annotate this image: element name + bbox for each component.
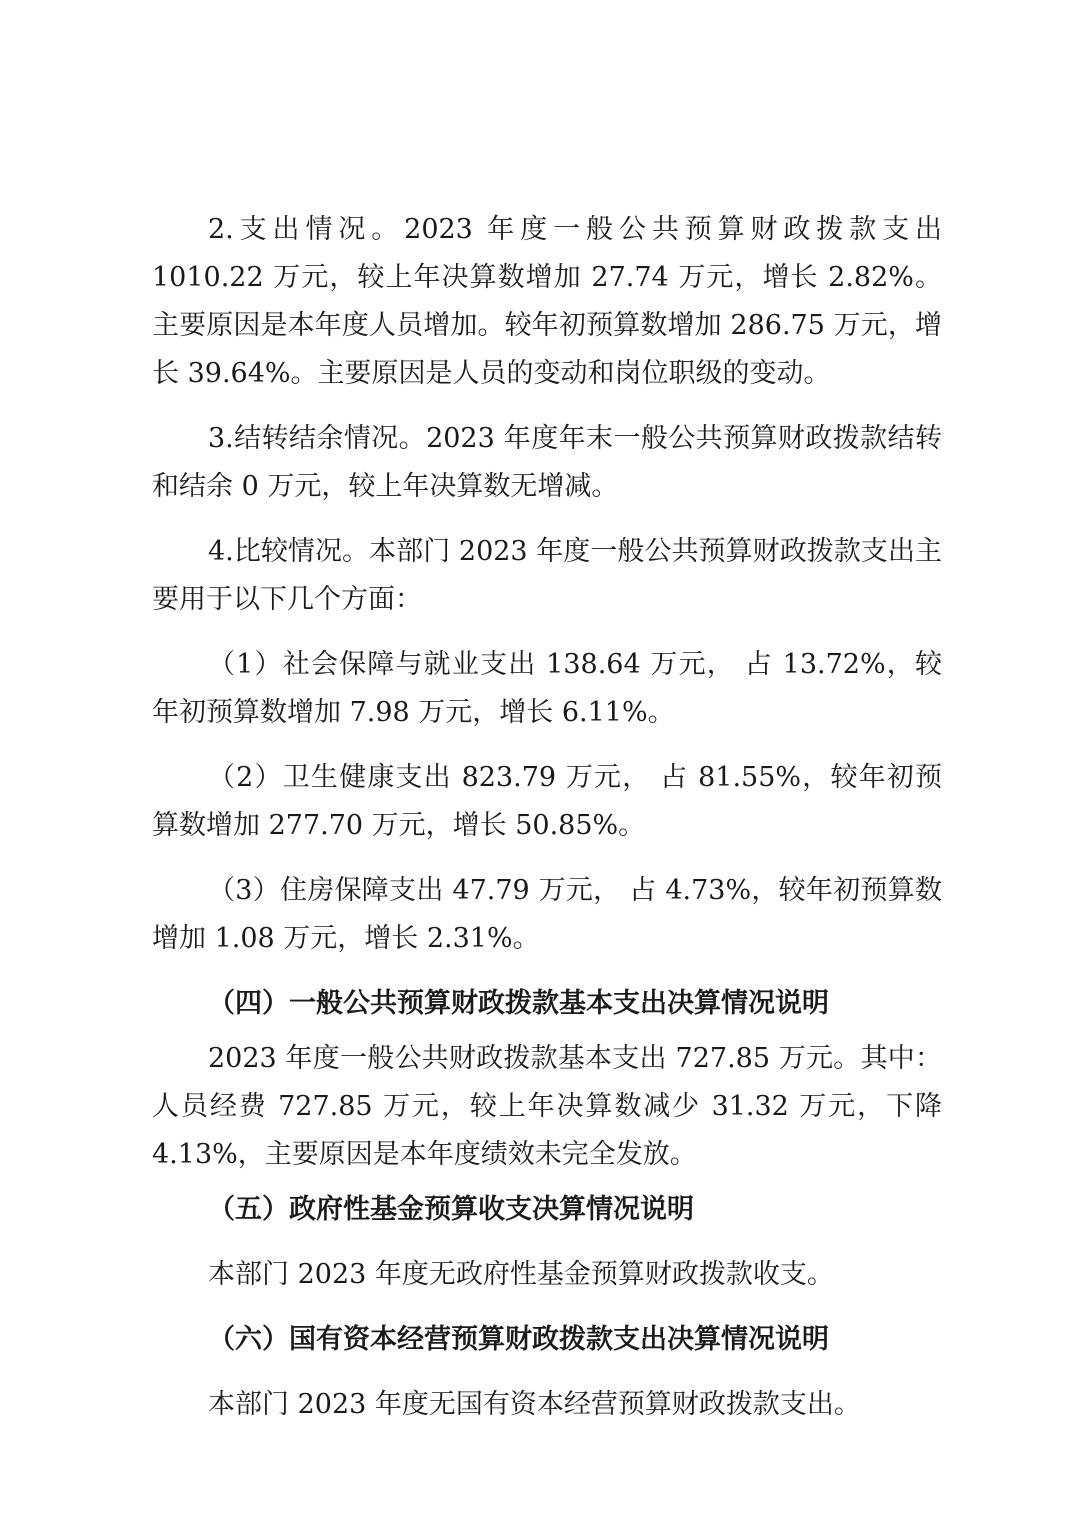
paragraph-carryover: 3.结转结余情况。2023 年度年末一般公共预算财政拨款结转和结余 0 万元，较上年决算数无增减。 bbox=[152, 423, 942, 502]
paragraph-state-capital: 本部门 2023 年度无国有资本经营预算财政拨款支出。 bbox=[208, 1389, 861, 1420]
paragraph-item-1: （1）社会保障与就业支出 138.64 万元， 占 13.72%，较年初预算数增加 7.98 万元，增长 6.11%。 bbox=[152, 649, 942, 728]
paragraph-expenditure: 2.支出情况。2023 年度一般公共预算财政拨款支出 1010.22 万元，较上年决算数增加 27.74 万元，增长 2.82%。主要原因是本年度人员增加。较年初预算数增加 286.75 万元，增长 39.64%。主要原因是人员的变动和岗位职级的变动。 bbox=[152, 214, 942, 389]
section-heading-5: （五）政府性基金预算收支决算情况说明 bbox=[208, 1194, 694, 1225]
paragraph-basic-expenditure: 2023 年度一般公共财政拨款基本支出 727.85 万元。其中：人员经费 727.85 万元，较上年决算数减少 31.32 万元，下降4.13%，主要原因是本年度绩效未完全发放。 bbox=[152, 1043, 942, 1170]
paragraph-comparison: 4.比较情况。本部门 2023 年度一般公共预算财政拨款支出主要用于以下几个方面： bbox=[152, 536, 942, 615]
paragraph-item-3: （3）住房保障支出 47.79 万元， 占 4.73%，较年初预算数增加 1.08 万元，增长 2.31%。 bbox=[152, 875, 942, 954]
document-body bbox=[152, 206, 942, 1436]
section-heading-6: （六）国有资本经营预算财政拨款支出决算情况说明 bbox=[208, 1324, 829, 1355]
paragraph-government-fund: 本部门 2023 年度无政府性基金预算财政拨款收支。 bbox=[208, 1259, 834, 1290]
paragraph-item-2: （2）卫生健康支出 823.79 万元， 占 81.55%，较年初预算数增加 277.70 万元，增长 50.85%。 bbox=[152, 762, 942, 841]
section-heading-4: （四）一般公共预算财政拨款基本支出决算情况说明 bbox=[208, 988, 829, 1019]
